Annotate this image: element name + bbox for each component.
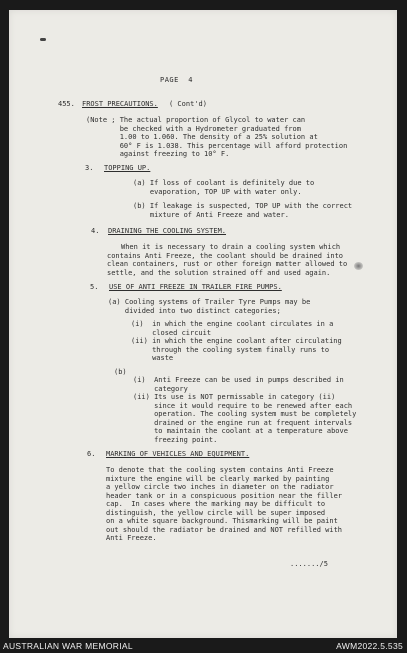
section-6-number: 6.: [87, 450, 96, 458]
section-5-b-item-8: freezing point.: [133, 435, 218, 444]
section-5-a-item-3: (ii) in which the engine coolant after circulating: [131, 337, 342, 345]
section-6-body-3: a yellow circle two inches in diameter on the radiator: [106, 483, 334, 491]
section-455-note-5: against freezing to 10° F.: [86, 150, 230, 158]
section-6-body-5: cap. In cases where the marking may be difficult to: [106, 500, 326, 508]
section-5-b-item-2: category: [133, 384, 188, 393]
section-5-a-item-4: through the cooling system finally runs to: [131, 345, 330, 354]
section-5-b-item-3: (ii) Its use is NOT permissable in category (ii): [133, 393, 336, 401]
section-4-heading: DRAINING THE COOLING SYSTEM.: [108, 227, 227, 235]
section-3-a-2: evaporation, TOP UP with water only.: [133, 187, 302, 196]
section-455-heading-suffix: ( Cont'd): [169, 100, 207, 108]
section-4-number: 4.: [91, 227, 100, 235]
section-3-b-2: mixture of Anti Freeze and water.: [133, 210, 289, 219]
section-5-b-item-4: since it would require to be renewed after each: [133, 401, 353, 410]
continued-marker: ......./5: [290, 560, 328, 568]
section-6-heading: MARKING OF VEHICLES AND EQUIPMENT.: [106, 450, 250, 458]
section-6-body-2: mixture the engine will be clearly marked by painting: [106, 474, 330, 483]
page-title: PAGE 4: [160, 76, 194, 84]
section-5-a-2: divided into two distinct categories;: [108, 306, 281, 315]
ink-smudge: [354, 262, 363, 270]
section-5-b-item-1: (i) Anti Freeze can be used in pumps described in: [133, 376, 344, 384]
section-455-note-2: be checked with a Hydrometer graduated from: [86, 124, 301, 133]
section-5-a-item-1: (i) in which the engine coolant circulates in a: [131, 320, 334, 328]
section-5-a-item-2: closed circuit: [131, 328, 212, 337]
section-5-b-item-7: to maintain the coolant at a temperature above: [133, 427, 348, 435]
footer-institution: AUSTRALIAN WAR MEMORIAL: [3, 641, 133, 651]
section-6-body-6: distinguish, the yellow circle will be super imposed: [106, 508, 326, 517]
section-4-body-3: clean containers, rust or other foreign matter allowed to: [107, 260, 348, 268]
section-5-a-1: (a) Cooling systems of Trailer Tyre Pumps may be: [108, 298, 311, 306]
section-455-note-3: 1.00 to 1.060. The density of a 25% solution at: [86, 133, 318, 141]
section-6-body-8: out should the radiator be drained and NOT refilled with: [106, 525, 343, 534]
section-6-body-1: To denote that the cooling system contains Anti Freeze: [106, 466, 334, 474]
section-5-b-item-5: operation. The cooling system must be completely: [133, 410, 357, 418]
section-3-number: 3.: [85, 164, 94, 172]
section-455-note-4: 60° F is 1.038. This percentage will afford protection: [86, 141, 348, 150]
punch-mark: [40, 38, 46, 41]
section-4-body-2: contains Anti Freeze, the coolant should be drained into: [107, 251, 344, 260]
section-4-body-4: settle, and the solution strained off and used again.: [107, 268, 331, 277]
section-5-b-label: (b): [114, 368, 127, 376]
section-6-body-4: header tank or in a conspicuous position near the filler: [106, 491, 343, 500]
section-455-heading: FROST PRECAUTIONS.: [82, 100, 158, 108]
section-4-body-1: When it is necessary to drain a cooling system which: [121, 243, 341, 251]
section-6-body-9: Anti Freeze.: [106, 534, 157, 542]
section-3-b-1: (b) If leakage is suspected, TOP UP with the correct: [133, 202, 353, 210]
section-5-heading: USE OF ANTI FREEZE IN TRAILER FIRE PUMPS.: [109, 283, 282, 291]
footer-accession-number: AWM2022.5.535: [336, 641, 403, 651]
section-455-number: 455.: [58, 100, 75, 108]
section-3-a-1: (a) If loss of coolant is definitely due to: [133, 179, 315, 187]
section-5-number: 5.: [90, 283, 99, 291]
section-5-a-item-5: waste: [131, 354, 174, 362]
section-455-note-1: (Note ; The actual proportion of Glycol to water can: [86, 116, 306, 124]
section-3-heading: TOPPING UP.: [104, 164, 151, 172]
section-6-body-7: on a white square background. Thismarking will be paint: [106, 517, 338, 525]
section-5-b-item-6: drained or the engine run at frequent intervals: [133, 418, 353, 427]
